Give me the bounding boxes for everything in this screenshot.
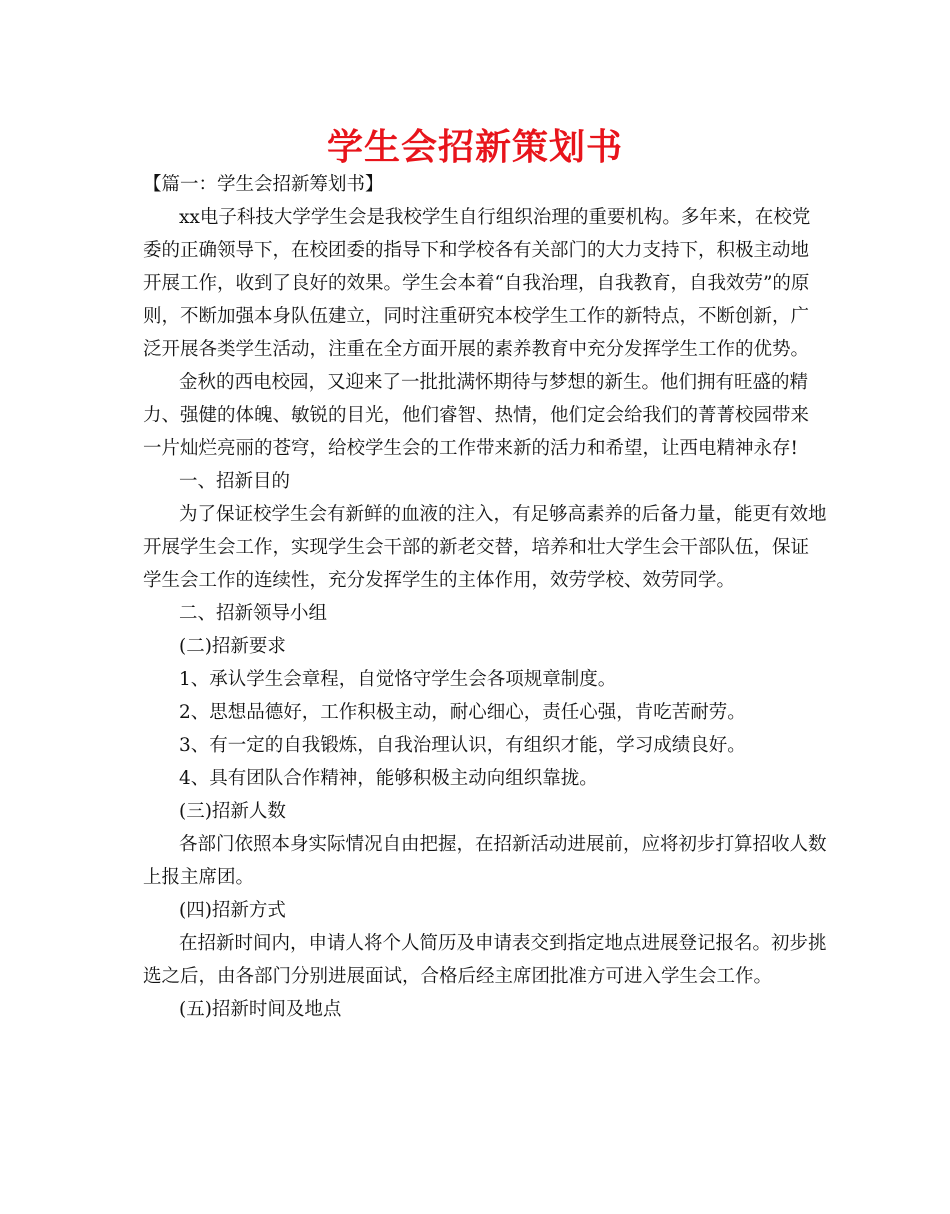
paragraph: 为了保证校学生会有新鲜的血液的注入，有足够高素养的后备力量，能更有效地开展学生会工作，实现学生会干部的新老交替，培养和壮大学生会干部队伍，保证学生会工作的连续性，充分发挥学生的主体作用，效劳学校、效劳同学。 bbox=[143, 504, 827, 591]
paragraph: 各部门依照本身实际情况自由把握，在招新活动进展前，应将初步打算招收人数上报主席团。 bbox=[143, 834, 827, 888]
paragraph: 金秋的西电校园，又迎来了一批批满怀期待与梦想的新生。他们拥有旺盛的精力、强健的体魄、敏锐的目光，他们睿智、热情，他们定会给我们的菁菁校园带来一片灿烂亮丽的苍穹，给校学生会的工作带来新的活力和希望，让西电精神永存! bbox=[143, 372, 810, 459]
subsection-heading: (三)招新人数 bbox=[179, 801, 286, 822]
document-subtitle: 【篇一：学生会招新筹划书】 bbox=[143, 174, 384, 195]
paragraph: xx电子科技大学学生会是我校学生自行组织治理的重要机构。多年来，在校党委的正确领导下，在校团委的指导下和学校各有关部门的大力支持下，积极主动地开展工作，收到了良好的效果。学生会本着“自我治理，自我教育，自我效劳”的原则，不断加强本身队伍建立，同时注重研究本校学生工作的新特点，不断创新，广泛开展各类学生活动，注重在全方面开展的素养教育中充分发挥学生工作的优势。 bbox=[143, 207, 811, 360]
subsection-heading: (四)招新方式 bbox=[179, 900, 286, 921]
list-item: 3、有一定的自我锻炼，自我治理认识，有组织才能，学习成绩良好。 bbox=[179, 735, 746, 756]
paragraph: 在招新时间内，申请人将个人简历及申请表交到指定地点进展登记报名。初步挑选之后，由各部门分别进展面试，合格后经主席团批准方可进入学生会工作。 bbox=[143, 933, 827, 987]
list-item: 4、具有团队合作精神，能够积极主动向组织靠拢。 bbox=[179, 768, 598, 789]
section-heading: 二、招新领导小组 bbox=[179, 603, 328, 624]
subsection-heading: (五)招新时间及地点 bbox=[179, 999, 342, 1020]
section-heading: 一、招新目的 bbox=[179, 471, 291, 492]
subsection-heading: (二)招新要求 bbox=[179, 636, 286, 657]
list-item: 1、承认学生会章程，自觉恪守学生会各项规章制度。 bbox=[179, 669, 617, 690]
list-item: 2、思想品德好，工作积极主动，耐心细心，责任心强，肯吃苦耐劳。 bbox=[179, 702, 746, 723]
document-body bbox=[143, 168, 827, 1026]
document-title: 学生会招新策划书 bbox=[326, 127, 623, 168]
